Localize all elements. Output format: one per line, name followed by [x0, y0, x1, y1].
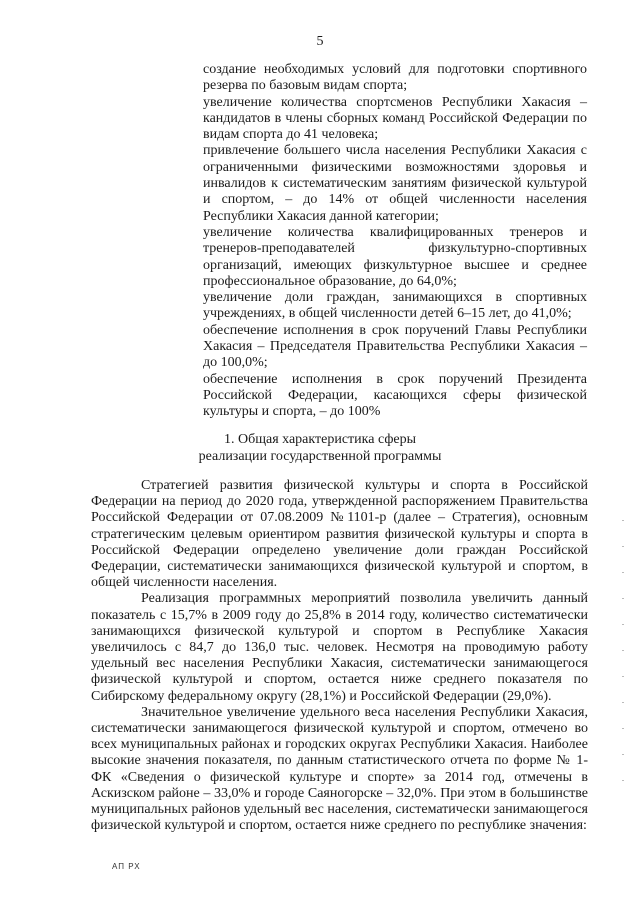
- footer-label: АП РХ: [112, 862, 141, 871]
- section-title: [0, 431, 640, 465]
- target-item: обеспечение исполнения в срок поручений Президента Российской Федерации, касающихся сферы физической культуры и спорта, – до 100%: [203, 371, 587, 420]
- body-paragraph: Значительное увеличение удельного веса населения Республики Хакасия, систематически занимающегося физической культурой и спортом, отмечено во всех муниципальных районах и городских округах Республики Хакасия. Наиболее высокие значения показателя, по данным статистического отчета по форме № 1-ФК «Сведения о физической культуре и спорте» за 2014 год, отмечены в Аскизском районе – 33,0% и городе Саяногорске – 32,0%. При этом в большинстве муниципальных районов удельный вес населения, систематически занимающегося физической культурой и спортом, остается ниже среднего по республике значения:: [91, 704, 588, 834]
- target-item: обеспечение исполнения в срок поручений Главы Республики Хакасия – Председателя Правительства Республики Хакасия – до 100,0%;: [203, 322, 587, 371]
- scan-margin-marks: [622, 520, 624, 800]
- target-item: создание необходимых условий для подготовки спортивного резерва по базовым видам спорта;: [203, 62, 587, 94]
- body-text: [91, 478, 588, 834]
- targets-list: [203, 62, 587, 421]
- section-title-line2: реализации государственной программы: [198, 449, 442, 464]
- body-paragraph: Реализация программных мероприятий позволила увеличить данный показатель с 15,7% в 2009 году до 25,8% в 2014 году, количество систематически занимающихся физической культурой и спортом в Республике Хакасия увеличилось с 84,7 до 136,0 тыс. человек. Несмотря на проводимую работу удельный вес населения Республики Хакасия, систематически занимающегося физической культурой и спортом, остается ниже среднего показателя по Сибирскому федеральному округу (28,1%) и Российской Федерации (29,0%).: [91, 591, 588, 704]
- section-title-line1: 1. Общая характеристика сферы: [223, 432, 417, 447]
- target-item: увеличение доли граждан, занимающихся в спортивных учреждениях, в общей численности детей 6–15 лет, до 41,0%;: [203, 290, 587, 322]
- page-number: 5: [316, 34, 324, 49]
- body-paragraph: Стратегией развития физической культуры и спорта в Российской Федерации на период до 2020 года, утвержденной распоряжением Правительства Российской Федерации от 07.08.2009 №1101-р (далее – Стратегия), основным стратегическим целевым ориентиром развития физической культуры и спорта в Российской Федерации определено увеличение доли граждан Российской Федерации, систематически занимающихся физической культурой и спортом, в общей численности населения.: [91, 478, 588, 591]
- target-item: увеличение количества квалифицированных тренеров и тренеров-преподавателей физкультурно-спортивных организаций, имеющих физкультурное высшее и среднее профессиональное образование, до 64,0%;: [203, 224, 587, 289]
- target-item: привлечение большего числа населения Республики Хакасия с ограниченными физическими возможностями здоровья и инвалидов к систематическим занятиям физической культурой и спортом, – до 14% от общей численности населения Республики Хакасия данной категории;: [203, 143, 587, 224]
- target-item: увеличение количества спортсменов Республики Хакасия – кандидатов в члены сборных команд Российской Федерации по видам спорта до 41 человека;: [203, 94, 587, 143]
